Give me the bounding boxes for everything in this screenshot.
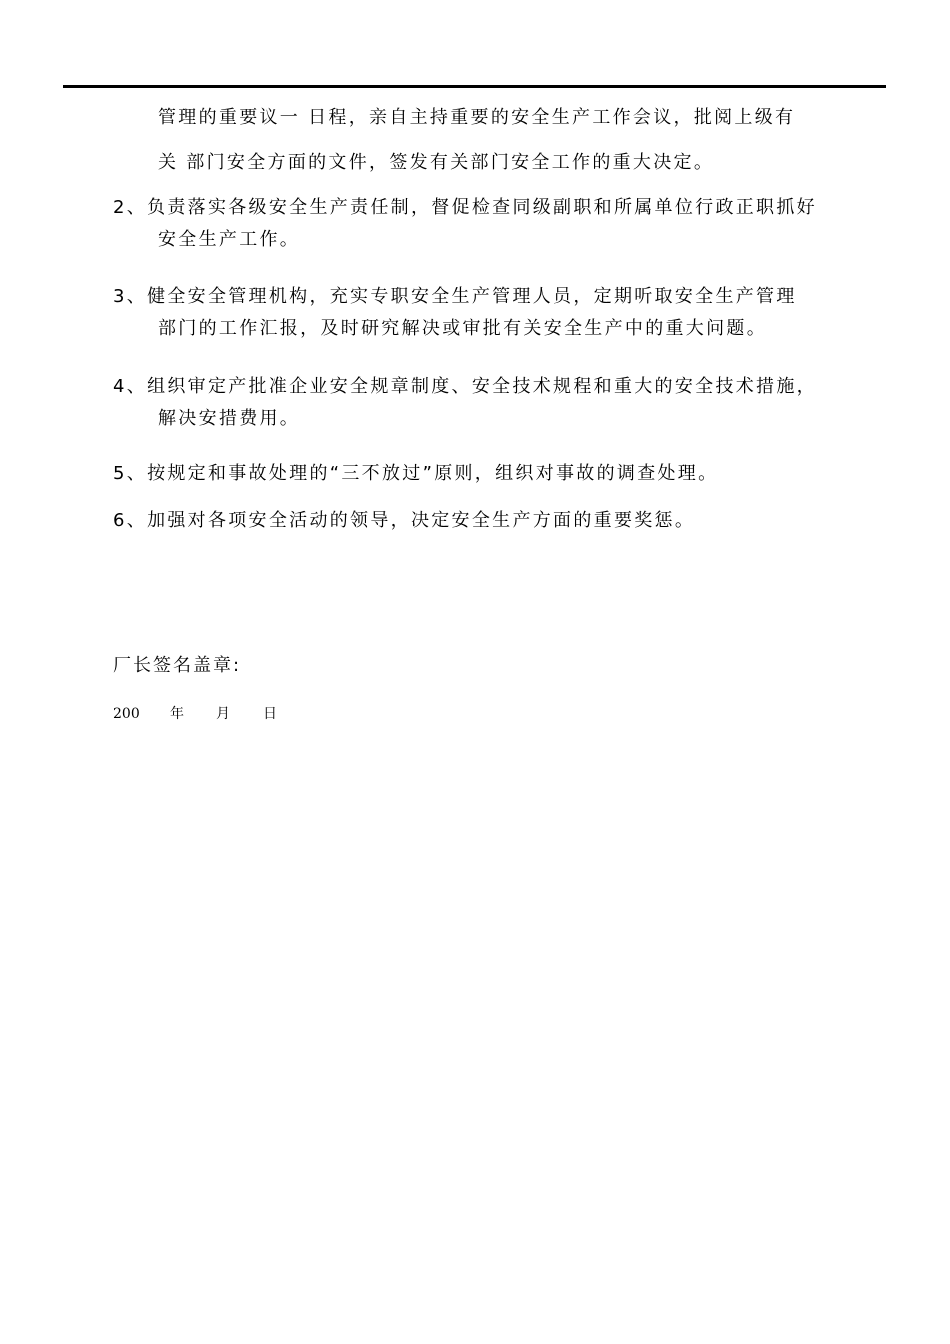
list-item-6: [113, 509, 695, 533]
list-item-number: 2、: [113, 197, 148, 218]
date-month-unit: 月: [216, 706, 230, 722]
list-item-number: 5、: [113, 463, 148, 484]
paragraph-continuation-line-1: 管理的重要议一 日程，亲自主持重要的安全生产工作会议，批阅上级有: [158, 107, 796, 128]
list-item-2: [113, 196, 817, 220]
header-rule: [63, 85, 886, 88]
list-item-2-line-2: 安全生产工作。: [158, 229, 301, 250]
date-year-unit: 年: [170, 706, 184, 722]
list-item-number: 3、: [113, 286, 148, 307]
list-item-text: 负责落实各级安全生产责任制，督促检查同级副职和所属单位行政正职抓好: [147, 197, 817, 218]
list-item-5: [113, 462, 718, 486]
list-item-number: 4、: [113, 376, 148, 397]
signature-label: 厂长签名盖章:: [113, 655, 242, 676]
list-item-4-line-2: 解决安措费用。: [158, 408, 301, 429]
list-item-text: 按规定和事故处理的“三不放过”原则，组织对事故的调查处理。: [147, 463, 719, 484]
list-item-3-line-2: 部门的工作汇报，及时研究解决或审批有关安全生产中的重大问题。: [158, 318, 767, 339]
paragraph-continuation-line-2: 关 部门安全方面的文件，签发有关部门安全工作的重大决定。: [158, 152, 715, 173]
date-day-unit: 日: [263, 706, 277, 722]
list-item-number: 6、: [113, 510, 148, 531]
list-item-text: 加强对各项安全活动的领导，决定安全生产方面的重要奖惩。: [147, 510, 696, 531]
date-year-prefix: 200: [113, 706, 140, 722]
list-item-text: 健全安全管理机构，充实专职安全生产管理人员，定期听取安全生产管理: [147, 286, 797, 307]
list-item-text: 组织审定产批准企业安全规章制度、安全技术规程和重大的安全技术措施，: [147, 376, 817, 397]
list-item-4: [113, 375, 817, 399]
list-item-3: [113, 285, 797, 309]
